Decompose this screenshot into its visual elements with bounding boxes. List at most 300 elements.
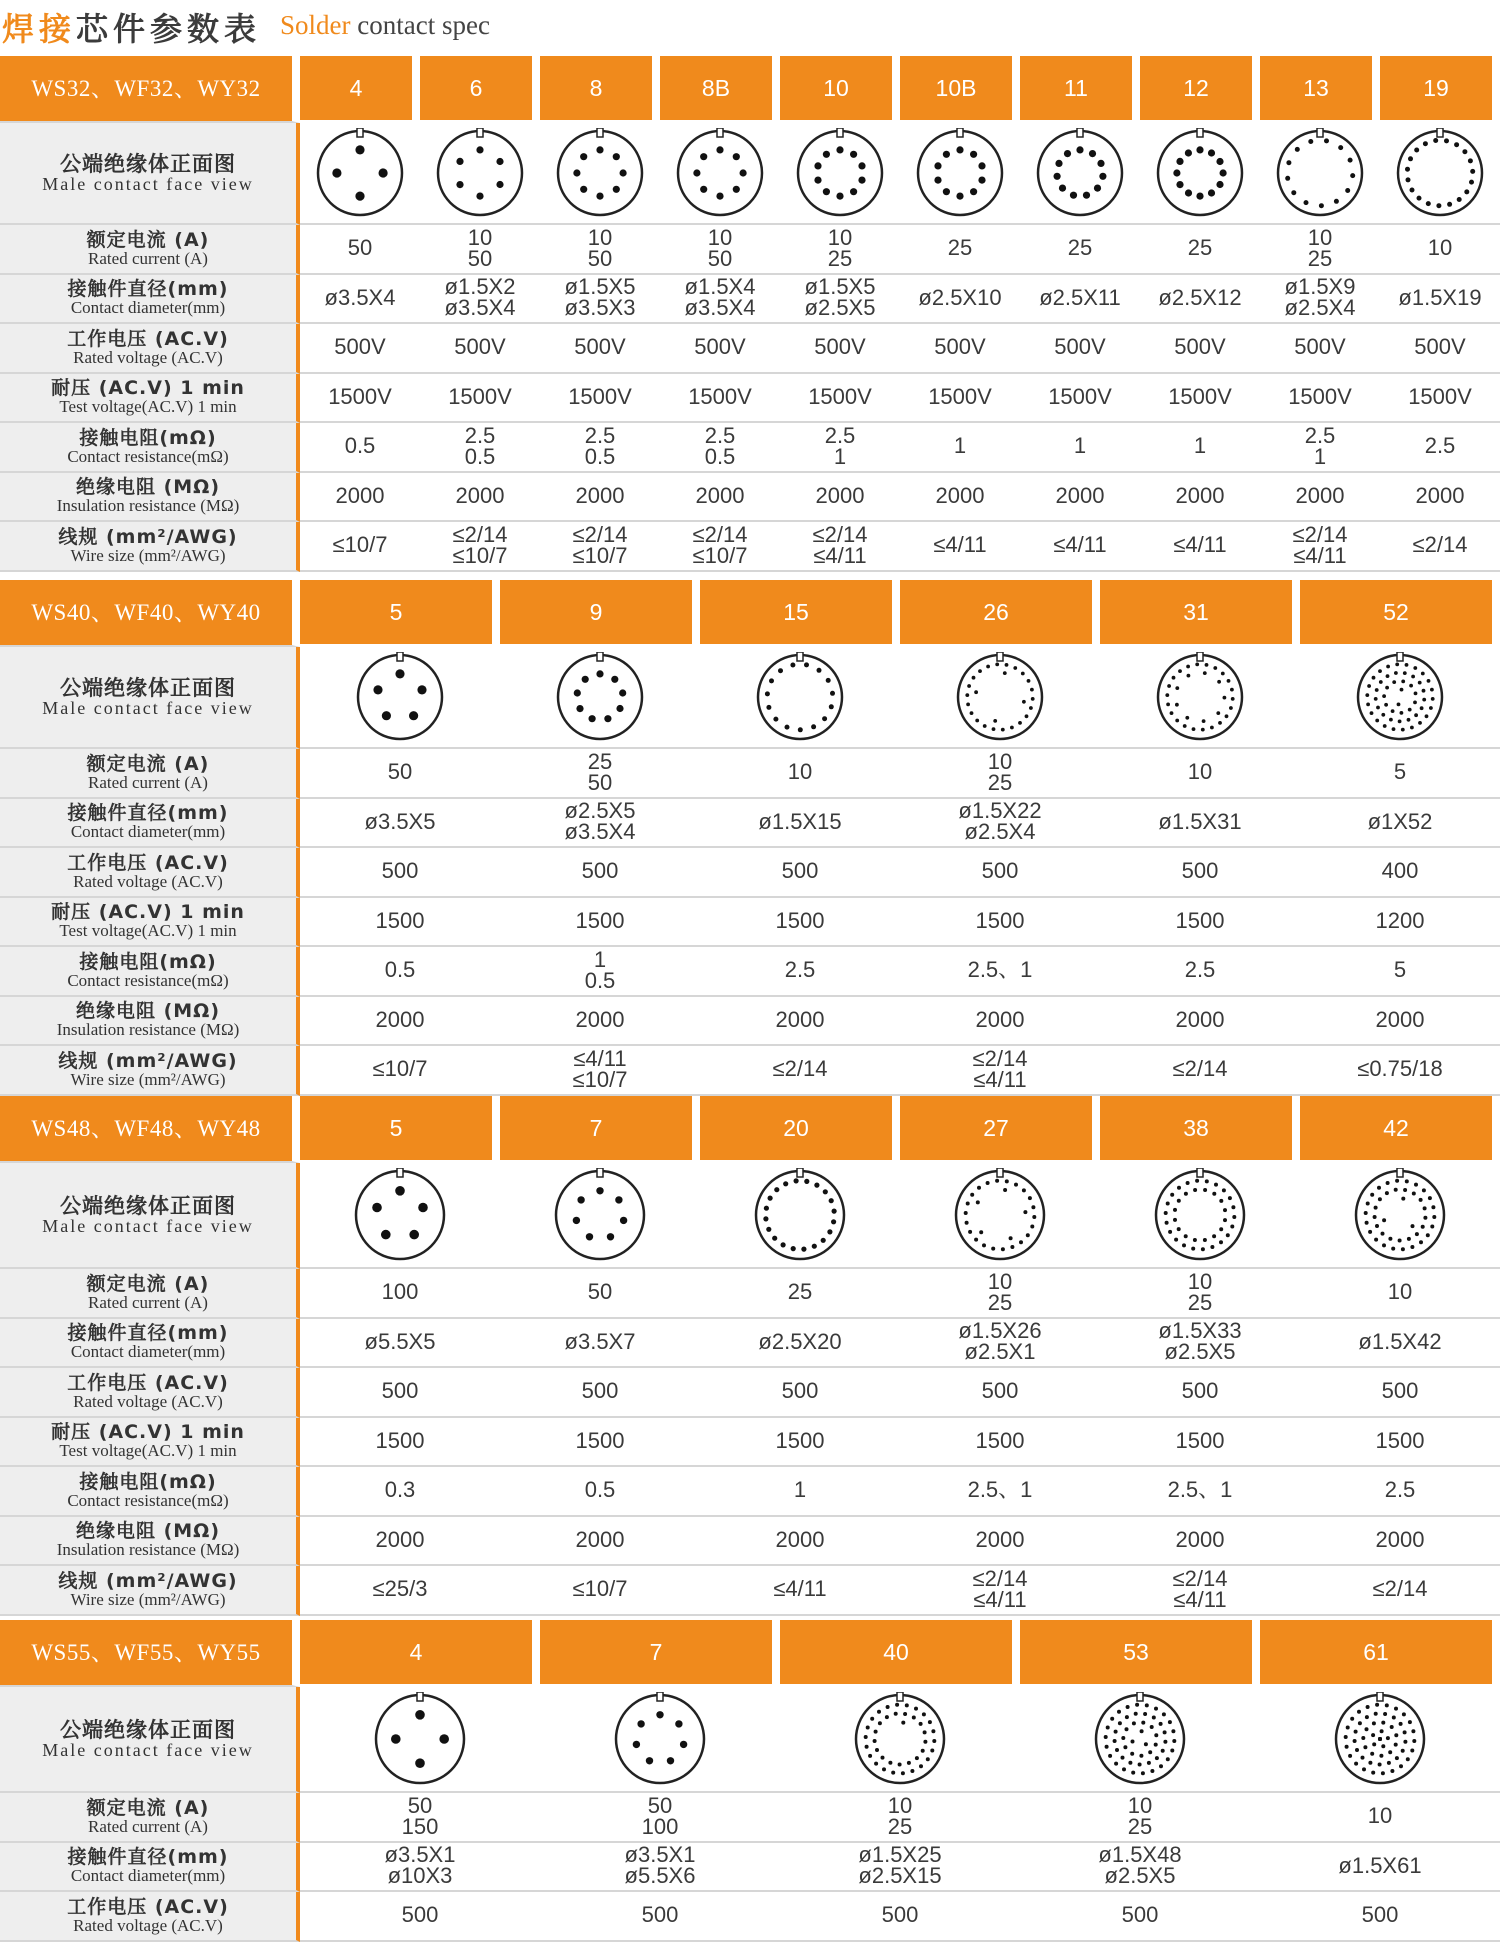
contact-pin [1196,193,1203,200]
contact-pin [907,1761,911,1765]
contact-pin [576,705,583,712]
cell-face [540,1687,780,1793]
contact-pin [1166,1202,1170,1206]
contact-pin [1170,1749,1174,1753]
contact-pin [1132,1721,1136,1725]
contact-pin [1176,158,1183,165]
contact-pin [1003,1188,1007,1192]
value-line: 50 [467,245,493,271]
contact-pin [1334,199,1339,204]
row-label-current [0,225,300,275]
value-line: ≤2/14 [452,521,508,547]
contact-pin [693,169,700,176]
cell-voltage: 500 [1260,1892,1500,1942]
contact-pin [1005,663,1009,667]
contact-pin [970,188,977,195]
contact-pin [646,1757,653,1764]
contact-pin [1381,1721,1385,1725]
value-line: 10 [987,1268,1013,1294]
column-code: 19 [1380,56,1500,123]
contact-pin [604,715,611,722]
value-line: 2.5 [464,422,496,448]
key-notch [1437,128,1443,137]
value-line: ≤10/7 [572,542,628,568]
contact-pin [716,193,723,200]
cell-diameter [1100,799,1300,849]
value-line: 25 [1187,1289,1213,1315]
cell-wire [1140,522,1260,572]
contact-pin [976,1200,980,1204]
contact-pin [764,1206,769,1211]
contact-pin [931,1729,935,1733]
contact-pin [1134,1712,1138,1716]
contact-pin [975,719,979,723]
contact-pin [1427,679,1431,683]
contact-pin [476,146,483,153]
value-line: 10 [1387,1279,1413,1305]
cell-test: 1500V [900,374,1020,424]
column-code: 13 [1260,56,1380,123]
contact-pin [1422,1188,1426,1192]
cell-test: 1500 [900,898,1100,948]
contact-pin [1223,1218,1227,1222]
contact-pin [823,188,830,195]
contact-pin [1154,1733,1158,1737]
contact-pin [1400,688,1404,692]
row-label-test [0,374,300,424]
cell-voltage: 500 [700,848,900,898]
row-label-en: Wire size (mm²/AWG) [70,545,226,565]
contact-pin [1444,138,1449,143]
key-notch [397,652,403,661]
contact-pin [1357,1710,1361,1714]
cell-face [1100,647,1300,749]
value-line: ø2.5X5 [804,295,876,321]
cell-insulation: 2000 [500,997,700,1047]
value-line: 0.5 [344,433,376,459]
contact-pin [1361,1736,1365,1740]
cell-wire [1100,1566,1300,1616]
contact-pin [596,670,603,677]
cell-wire [420,522,540,572]
contact-pin [1161,1749,1165,1753]
value-line: 10 [707,224,733,250]
cell-face [1300,1163,1500,1269]
row-diameter [0,1843,1500,1893]
contact-pin [901,1721,905,1725]
contact-pin [1231,1205,1235,1209]
row-label-cn: 公端绝缘体正面图 [60,1193,236,1218]
value-line: ≤2/14 [1292,521,1348,547]
contact-pin [964,1211,968,1215]
contact-pin [1152,1716,1156,1720]
value-line: ø1.5X42 [1358,1328,1442,1354]
row-resistance [0,947,1500,997]
contact-pin [874,1730,878,1734]
contact-pin [894,1712,898,1716]
cell-current [900,749,1100,799]
row-label-diameter [0,799,300,849]
row-label-en: Wire size (mm²/AWG) [70,1589,226,1609]
contact-pin [1365,1727,1369,1731]
row-label-en: Rated current (A) [88,1292,208,1312]
contact-pin [1392,680,1396,684]
spec-table-ws32 [0,56,1500,572]
contact-pin [801,1247,806,1252]
contact-pin [919,1764,923,1768]
insulator-outline [1356,1171,1444,1259]
insulator-outline [356,1171,444,1259]
contact-pin [1405,1179,1409,1183]
contact-pin [943,188,950,195]
column-code: 61 [1260,1620,1500,1687]
key-notch [357,128,363,137]
contact-pin [1411,675,1415,679]
contact-pin [966,1202,970,1206]
value-line: ≤4/11 [973,1586,1027,1612]
column-code: 4 [300,1620,540,1687]
contact-pin [1394,1707,1398,1711]
cell-face [1380,123,1500,225]
value-line: 10 [587,224,613,250]
contact-pin [804,662,809,667]
cell-current [1100,1269,1300,1319]
contact-pin [1205,1179,1209,1183]
row-label-en: Test voltage(AC.V) 1 min [59,1441,237,1461]
cell-current [1260,225,1380,275]
value-line: 10 [467,224,493,250]
cell-test: 1500V [780,374,900,424]
contact-pin [766,1227,771,1232]
cell-current [300,749,500,799]
key-notch [717,128,723,137]
contact-pin [1344,1735,1348,1739]
contact-pin [409,711,418,720]
cell-insulation: 2000 [300,997,500,1047]
contact-pin [1145,1703,1149,1707]
contact-pin [1387,1761,1391,1765]
value-line: ≤2/14 [692,521,748,547]
cell-voltage: 500 [300,1368,500,1418]
value-line: ø1.5X4 [684,274,756,300]
row-label-en: Male contact face view [42,173,254,194]
row-label-cn: 线规 (mm²/AWG) [58,525,238,548]
cell-voltage: 500V [1380,324,1500,374]
row-label-face [0,123,300,225]
contact-pin [1385,686,1389,690]
contact-pin [1219,1199,1223,1203]
contact-pin [1420,706,1424,710]
value-line: ≤10/7 [572,1066,628,1092]
cell-resistance [700,947,900,997]
contact-pin [1421,672,1425,676]
cell-diameter [1380,275,1500,325]
contact-pin [1026,1233,1030,1237]
value-line: ø2.5X5 [564,798,636,824]
cell-resistance [500,1467,700,1517]
column-code: 27 [900,1096,1100,1163]
cell-wire [780,522,900,572]
value-line: ≤4/11 [1173,1586,1227,1612]
contact-pin [1170,711,1174,715]
row-label-cn: 耐压 (AC.V) 1 min [51,1421,245,1444]
contact-pin [1367,684,1371,688]
cell-wire [700,1046,900,1096]
contact-pin [1394,1188,1398,1192]
row-insulation [0,473,1500,523]
cell-wire [500,1046,700,1096]
cell-test: 1500V [1260,374,1380,424]
contact-pin [977,1186,981,1190]
contact-pin [1348,158,1353,163]
insulator-outline [558,131,642,215]
contact-pin [580,153,587,160]
contact-pin [1227,679,1231,683]
contact-pin [1375,719,1379,723]
contact-pin [1470,169,1475,174]
cell-diameter [300,1319,500,1369]
cell-resistance [900,947,1100,997]
contact-face-diagram [435,128,525,218]
cell-diameter [900,799,1100,849]
value-line: 0.5 [384,957,416,983]
row-label-current [0,1793,300,1843]
contact-pin [934,162,941,169]
value-line: ≤4/11 [773,1576,827,1602]
row-label-resistance [0,1467,300,1517]
contact-pin [1217,680,1221,684]
row-label-voltage [0,848,300,898]
contact-pin [1196,146,1203,153]
value-line: ø1.5X19 [1398,284,1482,310]
contact-pin [1381,1771,1385,1775]
cell-diameter [900,1319,1100,1369]
value-line: 50 [587,1279,613,1305]
contact-pin [1428,1196,1432,1200]
cell-diameter [1260,275,1380,325]
contact-pin [850,151,857,158]
value-line: 5 [1393,957,1407,983]
contact-pin [1390,1725,1394,1729]
contact-pin [968,1230,972,1234]
contact-pin [1172,1739,1176,1743]
value-line: ≤25/3 [372,1576,428,1602]
key-notch [1137,1692,1143,1701]
cell-face [300,647,500,749]
contact-pin [1353,1739,1357,1743]
contact-pin [1171,1729,1175,1733]
cell-current [420,225,540,275]
series-name: WS55、WF55、WY55 [0,1620,300,1687]
contact-pin [1382,1243,1386,1247]
column-code: 26 [900,580,1100,647]
cell-voltage: 500 [1100,1368,1300,1418]
contact-pin [1192,727,1196,731]
contact-pin [1366,1202,1370,1206]
cell-wire [500,1566,700,1616]
contact-pin [1363,1745,1367,1749]
contact-pin [1032,1215,1036,1219]
contact-pin [1168,1720,1172,1724]
cell-diameter [300,799,500,849]
contact-pin [1029,706,1033,710]
contact-pin [1125,1727,1129,1731]
cell-face [1300,647,1500,749]
contact-pin [1457,197,1462,202]
contact-pin [972,676,976,680]
contact-pin [1408,156,1413,161]
value-line: ≤10/7 [452,542,508,568]
cell-test: 1500V [1380,374,1500,424]
contact-pin [740,169,747,176]
contact-pin [582,676,589,683]
value-line: ≤2/14 [572,521,628,547]
row-label-cn: 接触件直径(mm) [67,1846,229,1869]
contact-pin [774,1187,779,1192]
contact-pin [1013,666,1017,670]
value-line: ø1.5X22 [958,798,1042,824]
contact-pin [1410,188,1415,193]
contact-pin [1392,1716,1396,1720]
value-line: ø1X52 [1367,808,1433,834]
value-line: ø10X3 [387,1863,453,1889]
row-wire [0,1566,1500,1616]
contact-pin [905,1703,909,1707]
contact-pin [1166,703,1170,707]
cell-current [1020,225,1140,275]
cell-diameter [1260,1843,1500,1893]
contact-pin [1405,663,1409,667]
contact-pin [1395,1756,1399,1760]
value-line: ≤4/11 [1173,532,1227,558]
row-label-current [0,749,300,799]
contact-pin [620,1217,627,1224]
contact-pin [1210,1245,1214,1249]
contact-pin [885,1715,889,1719]
cell-resistance [1300,1467,1500,1517]
contact-pin [1414,692,1418,696]
cell-current [300,1269,500,1319]
contact-pin [1178,669,1182,673]
contact-face-diagram [555,652,645,742]
row-label-insulation [0,473,300,523]
cell-resistance [660,423,780,473]
contact-pin [1410,1749,1414,1753]
insulator-outline [1156,1171,1244,1259]
row-label-en: Rated current (A) [88,772,208,792]
value-line: ≤4/11 [933,532,987,558]
key-notch [417,1692,423,1701]
contact-pin [1203,1238,1207,1242]
cell-wire [1020,522,1140,572]
cell-voltage: 500 [540,1892,780,1942]
cell-resistance [1380,423,1500,473]
cell-resistance [1100,947,1300,997]
contact-pin [1216,158,1223,165]
key-notch [797,652,803,661]
row-label-en: Insulation resistance (MΩ) [56,1540,240,1560]
contact-pin [804,1179,809,1184]
column-code: 42 [1300,1096,1500,1163]
contact-pin [1059,185,1066,192]
contact-pin [1121,1756,1125,1760]
insulator-outline [318,131,402,215]
row-label-en: Male contact face view [42,1739,254,1760]
column-code: 4 [300,56,420,123]
cell-insulation: 2000 [700,997,900,1047]
contact-pin [1130,1752,1134,1756]
contact-pin [1193,1238,1197,1242]
contact-pin [1376,706,1380,710]
column-code: 12 [1140,56,1260,123]
cell-voltage: 500 [1300,1368,1500,1418]
cell-insulation: 2000 [900,473,1020,523]
cell-diameter [300,275,420,325]
value-line: 25 [1127,1813,1153,1839]
contact-pin [1175,719,1179,723]
contact-pin [1374,1238,1378,1242]
contact-face-diagram [315,128,405,218]
contact-pin [1201,728,1205,732]
contact-pin [1378,669,1382,673]
contact-pin [1219,1240,1223,1244]
row-label-cn: 工作电压 (AC.V) [67,1371,229,1394]
contact-pin [1355,1748,1359,1752]
cell-current [700,1269,900,1319]
value-line: ø2.5X5 [1164,1339,1236,1365]
value-line: ≤4/11 [813,542,867,568]
row-label-test [0,898,300,948]
contact-pin [1394,671,1398,675]
contact-pin [1121,1736,1125,1740]
contact-pin [1406,177,1411,182]
contact-face-diagram [1275,128,1365,218]
contact-pin [1187,674,1191,678]
contact-pin [1386,674,1390,678]
contact-pin [1417,196,1422,201]
cell-wire [1260,522,1380,572]
cell-wire [300,1566,500,1616]
key-notch [1197,652,1203,661]
contact-pin [1223,1208,1227,1212]
cell-wire [1100,1046,1300,1096]
contact-pin [1202,719,1206,723]
contact-pin [1177,1199,1181,1203]
contact-face-diagram [373,1692,467,1786]
contact-pin [332,168,341,177]
row-label-cn: 接触电阻(mΩ) [79,426,217,449]
row-label-cn: 线规 (mm²/AWG) [58,1569,238,1592]
contact-pin [1397,703,1401,707]
table-header-row [0,56,1500,123]
value-line: 10 [1367,1803,1393,1829]
contact-pin [1154,1707,1158,1711]
insulator-outline [358,655,442,739]
value-line: 10 [987,748,1013,774]
contact-pin [928,1720,932,1724]
value-line: ø1.5X5 [804,274,876,300]
contact-pin [817,668,822,673]
contact-pin [785,725,790,730]
contact-pin [1159,1764,1163,1768]
row-label-cn: 公端绝缘体正面图 [60,1717,236,1742]
key-notch [897,1692,903,1701]
contact-pin [881,1756,885,1760]
contact-pin [418,1203,428,1213]
column-code: 9 [500,580,700,647]
row-label-cn: 工作电压 (AC.V) [67,1895,229,1918]
contact-pin [1381,1744,1385,1748]
